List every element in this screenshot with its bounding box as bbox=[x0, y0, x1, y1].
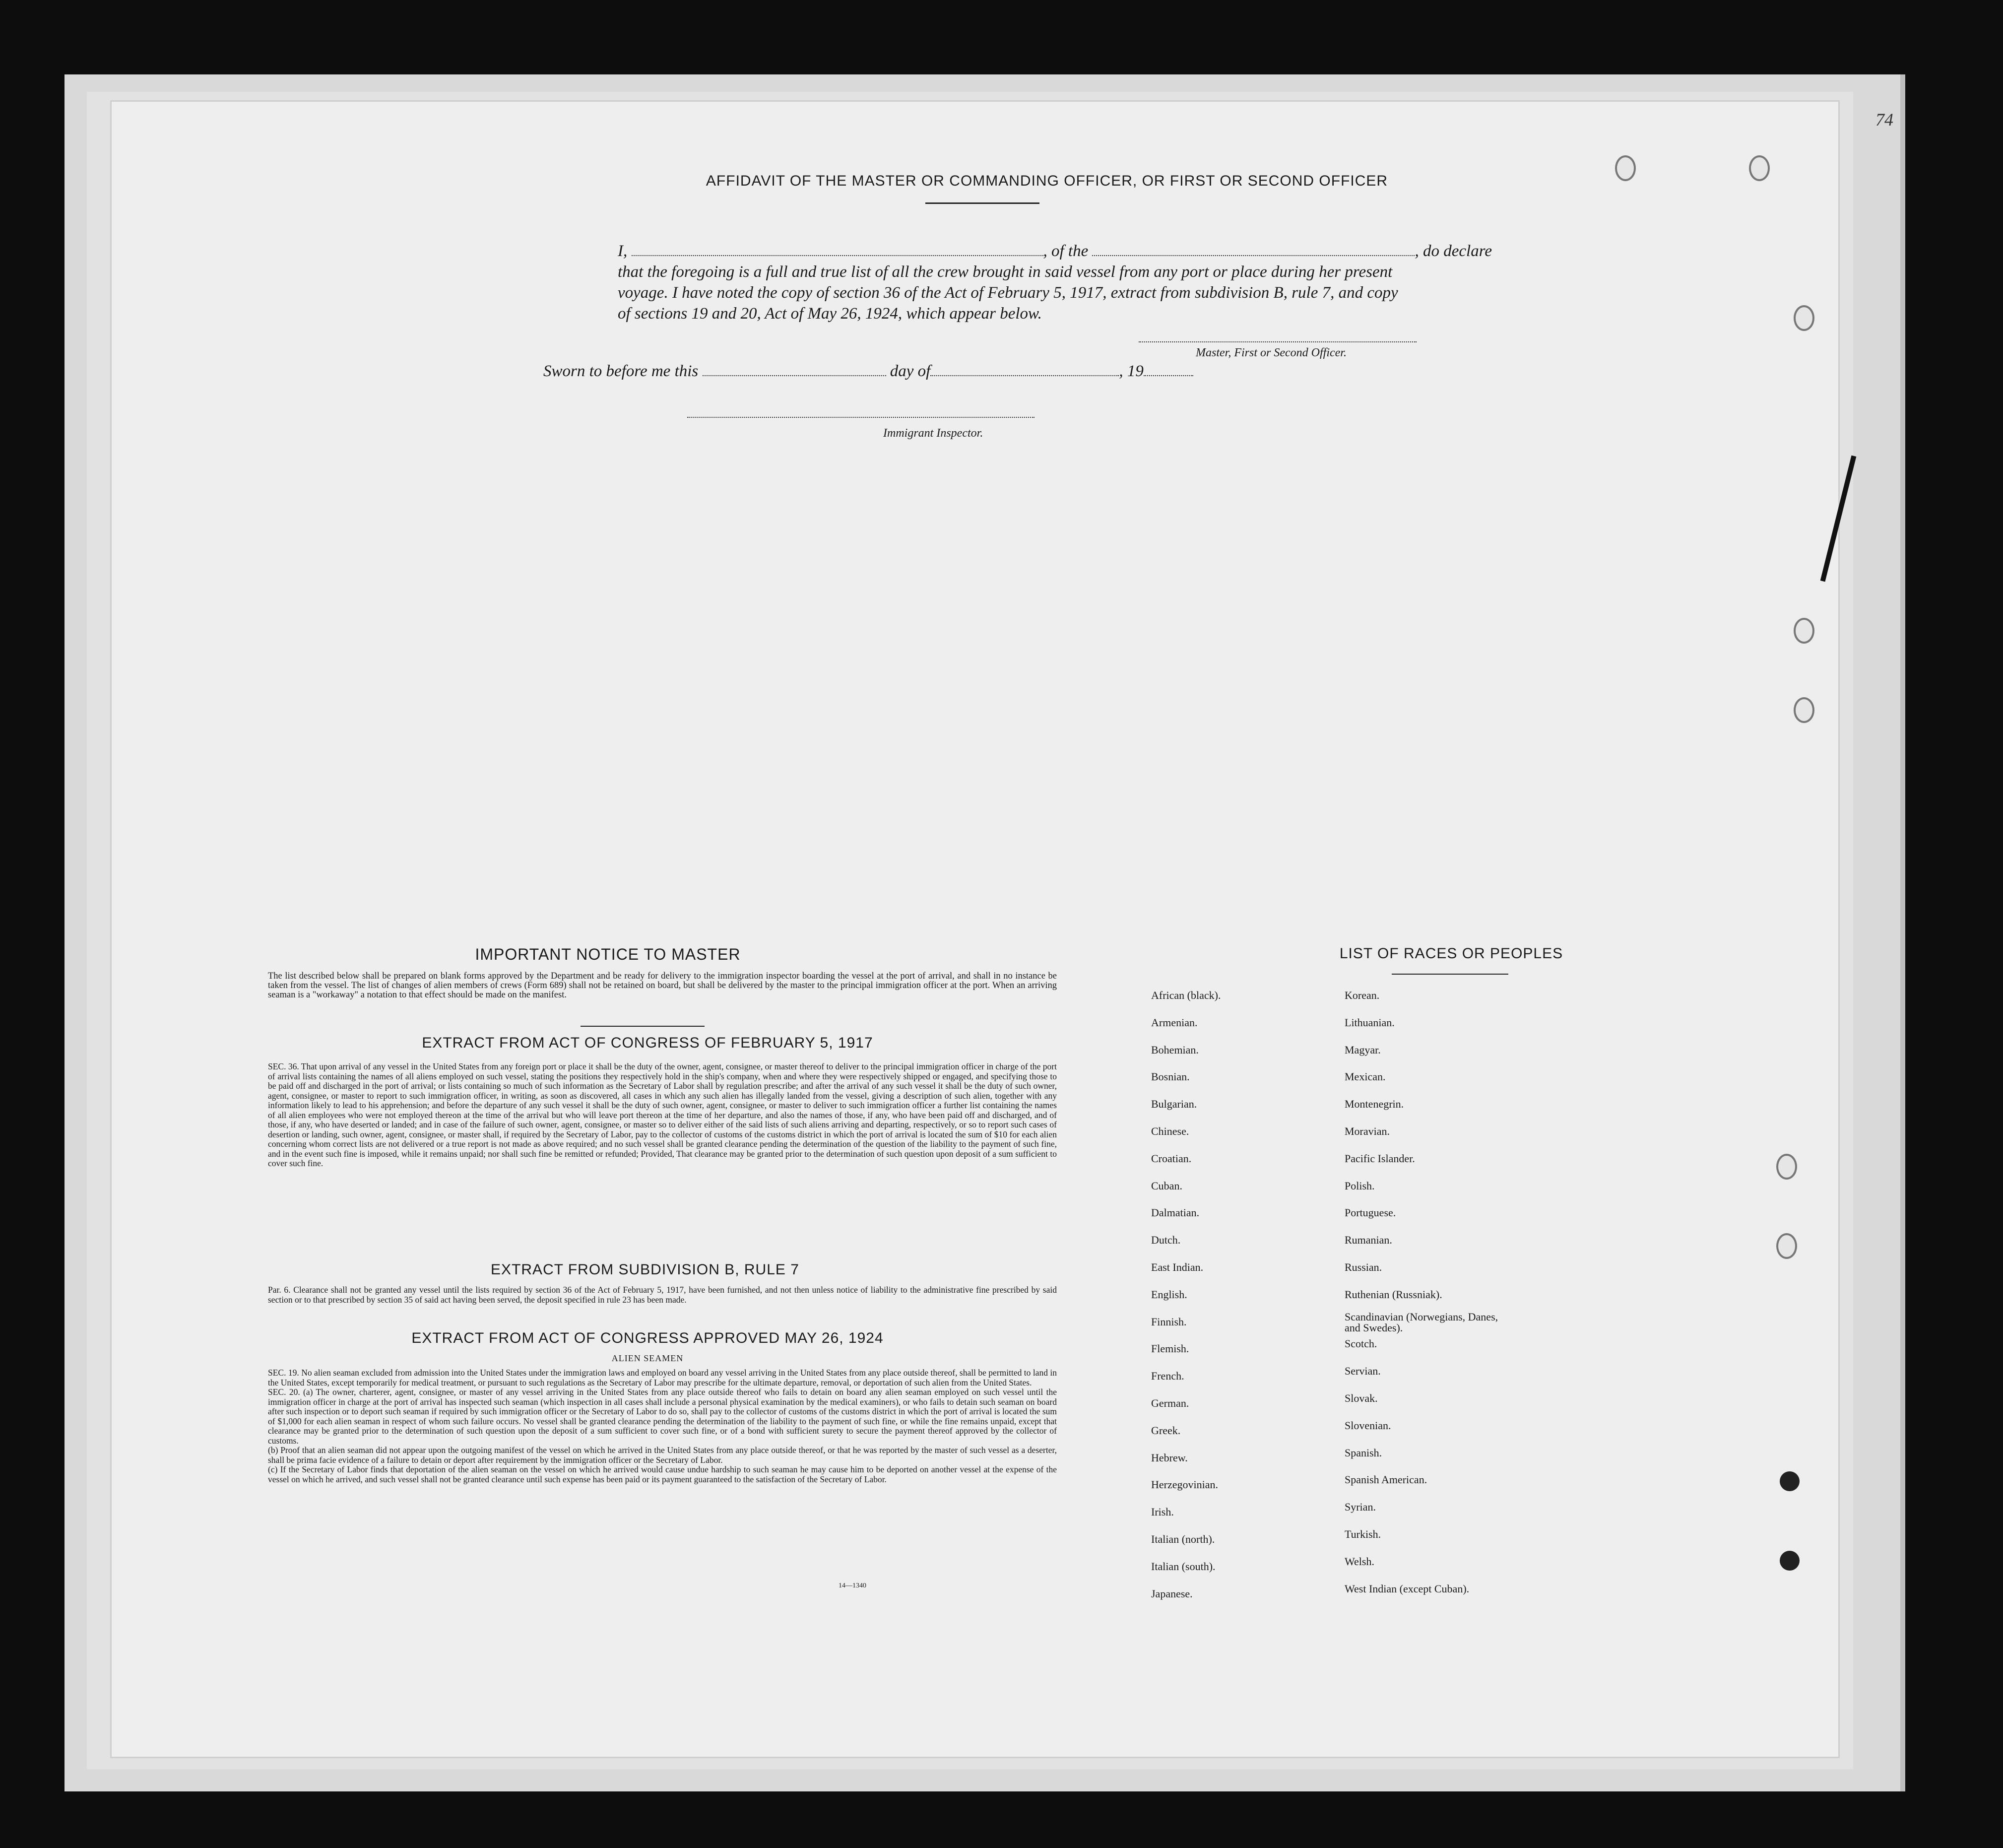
race-item: Moravian. bbox=[1345, 1125, 1390, 1137]
section-20c: (c) If the Secretary of Labor finds that deportation of the alien seaman on the vessel on which he arrived would cause undue hardship to such seaman he may cause him to be deported on another vessel at the expense of the vessel on which he arrived, and such vessel shall not be granted clearance until such expense has been paid or its payment guaranteed to the satisfaction of the Secretary of Labor. bbox=[268, 1464, 1057, 1484]
race-item: Russian. bbox=[1345, 1261, 1382, 1273]
race-item: Rumanian. bbox=[1345, 1234, 1392, 1247]
race-item: Welsh. bbox=[1345, 1555, 1374, 1568]
punch-hole bbox=[1615, 155, 1636, 181]
race-item: Armenian. bbox=[1151, 1016, 1198, 1029]
section-20a: SEC. 20. (a) The owner, charterer, agent, consignee, or master of any vessel arriving in the United States from any place outside thereof who fails to detain on board any alien seaman employed on such vessel until the immigration officer in charge at the port of arrival has inspected such seaman (which inspection in all cases shall include a personal physical examination by the medical examiners), or who fails to detain such seaman on board after such inspection or to deport such seaman if required by such immigration officer or the Secretary of Labor to do so, shall pay to the collector of customs of the customs district in which the port of arrival is located the sum of $1,000 for each alien seaman in respect of whom such failure occurs. No vessel shall be granted clearance pending the determination of the liability to the payment of such fine, or while the fine remains unpaid, except that clearance may be granted prior to the determination of such question upon the deposit of a sum sufficient to cover such fine, or of a bond with sufficient surety to secure the payment thereof approved by the collector of customs. bbox=[268, 1387, 1057, 1446]
race-item: Japanese. bbox=[1151, 1587, 1193, 1600]
punch-hole bbox=[1794, 697, 1814, 723]
affidavit-line-4: of sections 19 and 20, Act of May 26, 1924, which appear below. bbox=[618, 305, 1042, 323]
vessel-blank[interactable] bbox=[1092, 243, 1415, 256]
race-item: Polish. bbox=[1345, 1179, 1375, 1192]
race-item: Bosnian. bbox=[1151, 1070, 1190, 1083]
race-item: Bulgarian. bbox=[1151, 1098, 1197, 1111]
race-item: Slovak. bbox=[1345, 1392, 1378, 1404]
punch-hole bbox=[1776, 1154, 1797, 1180]
race-item: Servian. bbox=[1345, 1365, 1381, 1378]
race-item: Dalmatian. bbox=[1151, 1206, 1200, 1219]
race-item: French. bbox=[1151, 1370, 1184, 1383]
affidavit-text bbox=[618, 241, 1585, 324]
punch-hole bbox=[1794, 305, 1814, 331]
sworn-year-blank[interactable] bbox=[1144, 363, 1193, 376]
extract-1924-body bbox=[268, 1368, 1057, 1484]
extract-rule7-title: EXTRACT FROM SUBDIVISION B, RULE 7 bbox=[491, 1261, 799, 1278]
race-item: Herzegovinian. bbox=[1151, 1478, 1218, 1491]
race-item: Pacific Islander. bbox=[1345, 1152, 1415, 1165]
race-item: Ruthenian (Russniak). bbox=[1345, 1288, 1442, 1301]
race-item: Portuguese. bbox=[1345, 1206, 1396, 1219]
punch-hole bbox=[1749, 155, 1770, 181]
master-signature-line[interactable] bbox=[1139, 341, 1417, 342]
race-item: English. bbox=[1151, 1288, 1187, 1301]
extract-1917-title: EXTRACT FROM ACT OF CONGRESS OF FEBRUARY 5, 1917 bbox=[422, 1035, 873, 1051]
corner-number: 74 bbox=[1875, 110, 1893, 130]
notice-rule bbox=[581, 1026, 705, 1027]
master-caption: Master, First or Second Officer. bbox=[1196, 346, 1347, 359]
sworn-day-of: day of bbox=[890, 362, 931, 380]
race-item: Irish. bbox=[1151, 1506, 1174, 1518]
sworn-year: , 19 bbox=[1119, 362, 1144, 380]
inspector-signature-line[interactable] bbox=[687, 417, 1034, 418]
punch-hole bbox=[1794, 618, 1814, 644]
inspector-caption: Immigrant Inspector. bbox=[883, 427, 983, 440]
race-item: German. bbox=[1151, 1397, 1189, 1409]
race-item: Mexican. bbox=[1345, 1070, 1386, 1083]
of-the-label: , of the bbox=[1043, 242, 1089, 260]
race-item: Syrian. bbox=[1345, 1501, 1376, 1514]
race-item: Spanish. bbox=[1345, 1446, 1382, 1459]
races-title: LIST OF RACES OR PEOPLES bbox=[1339, 945, 1563, 962]
races-rule bbox=[1392, 974, 1508, 975]
race-item: West Indian (except Cuban). bbox=[1345, 1582, 1470, 1595]
form-number: 14—1340 bbox=[839, 1582, 866, 1589]
race-item: Croatian. bbox=[1151, 1152, 1192, 1165]
race-item: Greek. bbox=[1151, 1424, 1181, 1437]
title-rule bbox=[925, 202, 1039, 204]
race-item: Cuban. bbox=[1151, 1179, 1182, 1192]
race-item: Slovenian. bbox=[1345, 1419, 1391, 1432]
punch-hole-dark bbox=[1780, 1471, 1800, 1491]
section-19: SEC. 19. No alien seaman excluded from admission into the United States under the immigration laws and employed on board any vessel arriving in the United States from any place outside thereof, shall be permitted to land in the United States, except temporarily for medical treatment, or pursuant to such regulations as the Secretary of Labor may prescribe for the ultimate departure, removal, or deportation of such alien from the United States. bbox=[268, 1368, 1057, 1387]
sworn-line bbox=[543, 362, 1193, 381]
punch-hole bbox=[1776, 1233, 1797, 1259]
race-item: Bohemian. bbox=[1151, 1043, 1199, 1056]
punch-hole-dark bbox=[1780, 1551, 1800, 1571]
notice-title: IMPORTANT NOTICE TO MASTER bbox=[475, 945, 741, 963]
race-item: East Indian. bbox=[1151, 1261, 1204, 1273]
race-item: African (black). bbox=[1151, 989, 1221, 1001]
extract-1917-body: SEC. 36. That upon arrival of any vessel in the United States from any foreign port or place it shall be the duty of the owner, agent, consignee, or master thereof to deliver to the principal immigration officer in charge of the port of arrival lists containing the names of all aliens employed on such vessel, stating the positions they respectively hold in the ship's company, when and where they were respectively shipped or engaged, and specifying those to be paid off and discharged in the port of arrival; or lists containing so much of such information as the Secretary of Labor shall by regulation prescribe; and after the arrival of any such vessel it shall be the duty of such owner, agent, consignee, or master to report to such immigration officer, in writing, as soon as discovered, all cases in which any such alien has illegally landed from the vessel, giving a description of such alien, together with any information likely to lead to his apprehension; and before the departure of any such vessel it shall be the duty of such owner, agent, consignee, or master to deliver to such immigration officer a further list containing the names of all alien employees who were not employed thereon at the time of the arrival but who will leave port thereon at the time of her departure, and also the names of those, if any, who have been paid off and discharged, and of those, if any, who have deserted or landed; and in case of the failure of such owner, agent, consignee, or master so to deliver either of the said lists of such aliens arriving and departing, respectively, or so to report such cases of desertion or landing, such owner, agent, consignee, or master shall, if required by the Secretary of Labor, pay to the collector of customs of the customs district in which the port of arrival is located the sum of $10 for each alien concerning whom correct lists are not delivered or a true report is not made as above required; and no such vessel shall be granted clearance pending the determination of the question of the liability to the payment of such fine, and in the event such fine is imposed, while it remains unpaid; nor shall such fine be remitted or refunded; Provided, That clearance may be granted prior to the determination of such question upon deposit of a sum sufficient to cover such fine. bbox=[268, 1061, 1057, 1168]
race-item: Scotch. bbox=[1345, 1337, 1377, 1350]
declare-label: , do declare bbox=[1415, 242, 1492, 260]
race-item: Italian (south). bbox=[1151, 1560, 1216, 1573]
manifest-page bbox=[112, 102, 1893, 1757]
sworn-month-blank[interactable] bbox=[930, 363, 1119, 376]
race-item: Turkish. bbox=[1345, 1528, 1381, 1540]
name-blank[interactable] bbox=[632, 243, 1043, 256]
affidavit-line-1 bbox=[618, 241, 1585, 262]
race-item: Spanish American. bbox=[1345, 1473, 1427, 1486]
race-item: Chinese. bbox=[1151, 1125, 1189, 1137]
race-item: Lithuanian. bbox=[1345, 1016, 1395, 1029]
race-item: Scandinavian (Norwegians, Danes, and Swedes). bbox=[1345, 1310, 1498, 1334]
sworn-prefix: Sworn to before me this bbox=[543, 362, 699, 380]
race-item: Magyar. bbox=[1345, 1043, 1381, 1056]
affidavit-title: AFFIDAVIT OF THE MASTER OR COMMANDING OFFICER, OR FIRST OR SECOND OFFICER bbox=[706, 173, 1388, 189]
affidavit-line-2: that the foregoing is a full and true list of all the crew brought in said vessel from any port or place during her present bbox=[618, 263, 1393, 281]
race-item: Flemish. bbox=[1151, 1342, 1189, 1355]
race-item: Italian (north). bbox=[1151, 1533, 1215, 1545]
race-item: Finnish. bbox=[1151, 1315, 1187, 1328]
affidavit-line-3: voyage. I have noted the copy of section 36 of the Act of February 5, 1917, extract from subdivision B, rule 7, and copy bbox=[618, 284, 1398, 302]
notice-body: The list described below shall be prepared on blank forms approved by the Department and be ready for delivery to the immigration inspector boarding the vessel at the port of arrival, and shall in no instance be taken from the vessel. The list of changes of alien members of crews (Form 689) shall not be retained on board, but shall be delivered by the master to the principal immigration officer at the port. When an arriving seaman is a "workaway" a notation to that effect should be made on the manifest. bbox=[268, 971, 1057, 1000]
race-item: Korean. bbox=[1345, 989, 1380, 1001]
i-label: I, bbox=[618, 242, 628, 260]
alien-seamen-subtitle: ALIEN SEAMEN bbox=[611, 1353, 684, 1363]
section-20b: (b) Proof that an alien seaman did not appear upon the outgoing manifest of the vessel on which he arrived in the United States from any place outside thereof, or that he was reported by the master of such vessel as a deserter, shall be prima facie evidence of a failure to detain or deport after requirement by the immigration officer or the Secretary of Labor. bbox=[268, 1445, 1057, 1465]
race-item: Hebrew. bbox=[1151, 1451, 1188, 1464]
sworn-day-blank[interactable] bbox=[703, 363, 886, 376]
race-item: Montenegrin. bbox=[1345, 1098, 1404, 1111]
extract-1924-title: EXTRACT FROM ACT OF CONGRESS APPROVED MAY 26, 1924 bbox=[411, 1330, 884, 1346]
race-item: Dutch. bbox=[1151, 1234, 1181, 1247]
extract-rule7-body: Par. 6. Clearance shall not be granted any vessel until the lists required by section 36 of the Act of February 5, 1917, have been furnished, and not then unless notice of liability to the administrative fine prescribed by said section or to that prescribed by section 35 of said act having been served, the deposit specified in rule 23 has been made. bbox=[268, 1285, 1057, 1305]
